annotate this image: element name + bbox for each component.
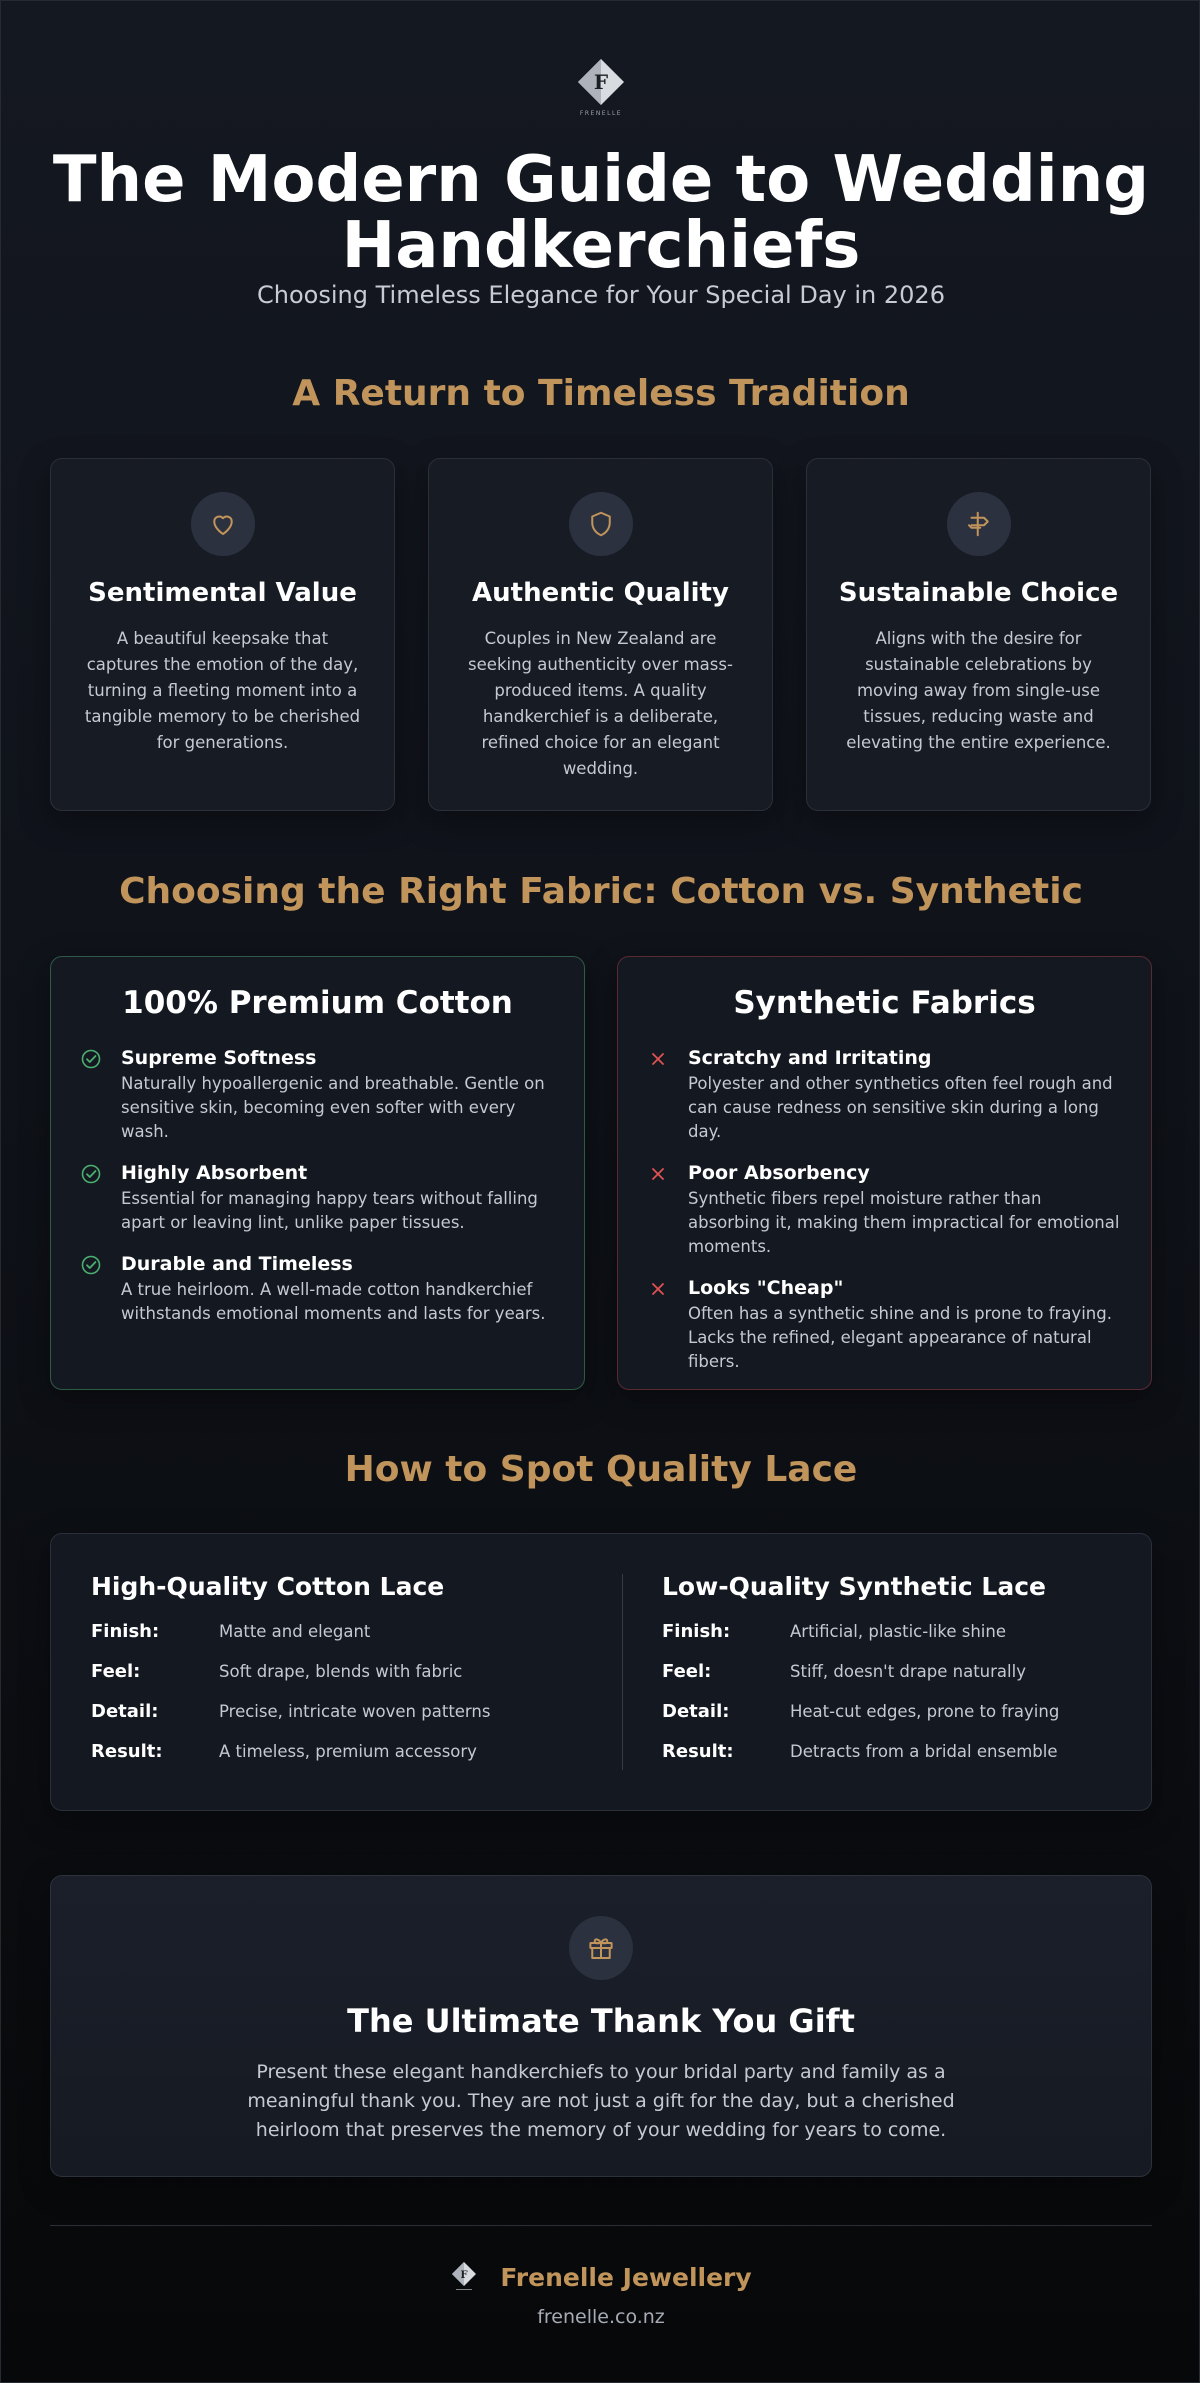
column-divider [622, 1574, 623, 1770]
lace-value: Stiff, doesn't drape naturally [790, 1662, 1026, 1681]
lace-label: Detail: [91, 1701, 159, 1722]
point-text: Often has a synthetic shine and is prone to fraying. Lacks the refined, elegant appearance of natural fibers. [688, 1304, 1112, 1371]
fabric-heading: Choosing the Right Fabric: Cotton vs. Synthetic [119, 871, 1083, 912]
cross-icon [648, 1164, 668, 1184]
gift-card [50, 1875, 1152, 2177]
point-title: Scratchy and Irritating [688, 1047, 932, 1069]
lace-value: Detracts from a bridal ensemble [790, 1742, 1058, 1761]
check-circle-icon [81, 1164, 101, 1184]
point-text: Synthetic fibers repel moisture rather than absorbing it, making them impractical for emotional moments. [688, 1189, 1120, 1256]
svg-text:F: F [460, 2270, 468, 2281]
point-title: Supreme Softness [121, 1047, 317, 1069]
lace-row [91, 1661, 531, 1701]
cotton-point [81, 1253, 554, 1326]
footer-divider [50, 2225, 1152, 2226]
check-circle-icon [81, 1255, 101, 1275]
point-title: Durable and Timeless [121, 1253, 353, 1275]
lace-heading: How to Spot Quality Lace [344, 1449, 858, 1490]
cotton-card-title: 100% Premium Cotton [122, 985, 513, 1021]
point-text: Naturally hypoallergenic and breathable. Gentle on sensitive skin, becoming even softer with every wash. [121, 1074, 545, 1141]
value-card-sentimental [50, 458, 395, 811]
lace-row [662, 1741, 1102, 1781]
value-card-text: A beautiful keepsake that captures the emotion of the day, turning a fleeting moment into a tangible memory to be cherished for generations. [84, 629, 361, 752]
gift-title: The Ultimate Thank You Gift [347, 2002, 855, 2040]
footer-url-link[interactable]: frenelle.co.nz [537, 2306, 665, 2328]
check-circle-icon [81, 1049, 101, 1069]
logo-wordmark: FRENELLE [579, 110, 623, 117]
cotton-card [50, 956, 585, 1390]
lace-label: Finish: [662, 1621, 731, 1642]
infographic-page [1, 1, 1200, 2383]
lace-row [662, 1621, 1102, 1661]
point-title: Poor Absorbency [688, 1162, 870, 1184]
brand-logo [575, 57, 627, 123]
value-card-title: Authentic Quality [472, 578, 729, 608]
lace-value: Soft drape, blends with fabric [219, 1662, 463, 1681]
lace-value: Precise, intricate woven patterns [219, 1702, 491, 1721]
diamond-logo-icon [450, 2261, 478, 2293]
value-card-title: Sustainable Choice [838, 578, 1119, 608]
synthetic-point [648, 1047, 1121, 1144]
lace-row [662, 1701, 1102, 1741]
tradition-heading: A Return to Timeless Tradition [292, 373, 910, 414]
lace-value: Matte and elegant [219, 1622, 371, 1641]
synthetic-point [648, 1277, 1121, 1374]
lace-row [91, 1741, 531, 1781]
cross-icon [648, 1279, 668, 1299]
heart-icon [191, 492, 255, 556]
cotton-point [81, 1162, 554, 1235]
value-card-sustainable [806, 458, 1151, 811]
lace-value: Heat-cut edges, prone to fraying [790, 1702, 1060, 1721]
lace-low-column [662, 1572, 1102, 1781]
value-card-authentic [428, 458, 773, 811]
point-text: Essential for managing happy tears without falling apart or leaving lint, unlike paper tissues. [121, 1189, 538, 1232]
diamond-logo-icon [576, 57, 626, 107]
lace-value: Artificial, plastic-like shine [790, 1622, 1006, 1641]
shield-icon [569, 492, 633, 556]
footer-brand [1, 2261, 1200, 2293]
lace-row [91, 1701, 531, 1741]
point-text: A true heirloom. A well-made cotton handkerchief withstands emotional moments and lasts for years. [121, 1280, 546, 1323]
gift-text: Present these elegant handkerchiefs to your bridal party and family as a meaningful thank you. They are not just a gift for the day, but a cherished heirloom that preserves the memory of your wedding for years to come. [247, 2061, 955, 2141]
page-subtitle: Choosing Timeless Elegance for Your Special Day in 2026 [257, 281, 945, 309]
point-text: Polyester and other synthetics often feel rough and can cause redness on sensitive skin during a long day. [688, 1074, 1113, 1141]
lace-low-title: Low-Quality Synthetic Lace [662, 1572, 1047, 1601]
lace-high-title: High-Quality Cotton Lace [91, 1572, 445, 1601]
lace-value: A timeless, premium accessory [219, 1742, 477, 1761]
synthetic-point [648, 1162, 1121, 1259]
value-card-text: Aligns with the desire for sustainable celebrations by moving away from single-use tissues, reducing waste and elevating the entire experience. [846, 629, 1111, 752]
lace-row [91, 1621, 531, 1661]
signpost-icon [947, 492, 1011, 556]
synthetic-card-title: Synthetic Fabrics [733, 985, 1036, 1021]
lace-label: Detail: [662, 1701, 730, 1722]
footer-brand-name: Frenelle Jewellery [500, 2262, 752, 2292]
lace-comparison-card [50, 1533, 1152, 1811]
cross-icon [648, 1049, 668, 1069]
cotton-point [81, 1047, 554, 1144]
gift-icon [569, 1916, 633, 1980]
point-title: Looks "Cheap" [688, 1277, 844, 1299]
point-title: Highly Absorbent [121, 1162, 308, 1184]
synthetic-card [617, 956, 1152, 1390]
lace-label: Feel: [91, 1661, 141, 1682]
lace-row [662, 1661, 1102, 1701]
lace-high-column [91, 1572, 531, 1781]
lace-label: Feel: [662, 1661, 712, 1682]
lace-label: Finish: [91, 1621, 160, 1642]
page-title: The Modern Guide to Wedding Handkerchiefs [52, 143, 1150, 283]
lace-label: Result: [91, 1741, 163, 1762]
value-card-title: Sentimental Value [88, 578, 357, 608]
svg-text:F: F [593, 70, 609, 94]
lace-label: Result: [662, 1741, 734, 1762]
value-card-text: Couples in New Zealand are seeking authenticity over mass-produced items. A quality handkerchief is a deliberate, refined choice for an elegant wedding. [468, 629, 733, 778]
